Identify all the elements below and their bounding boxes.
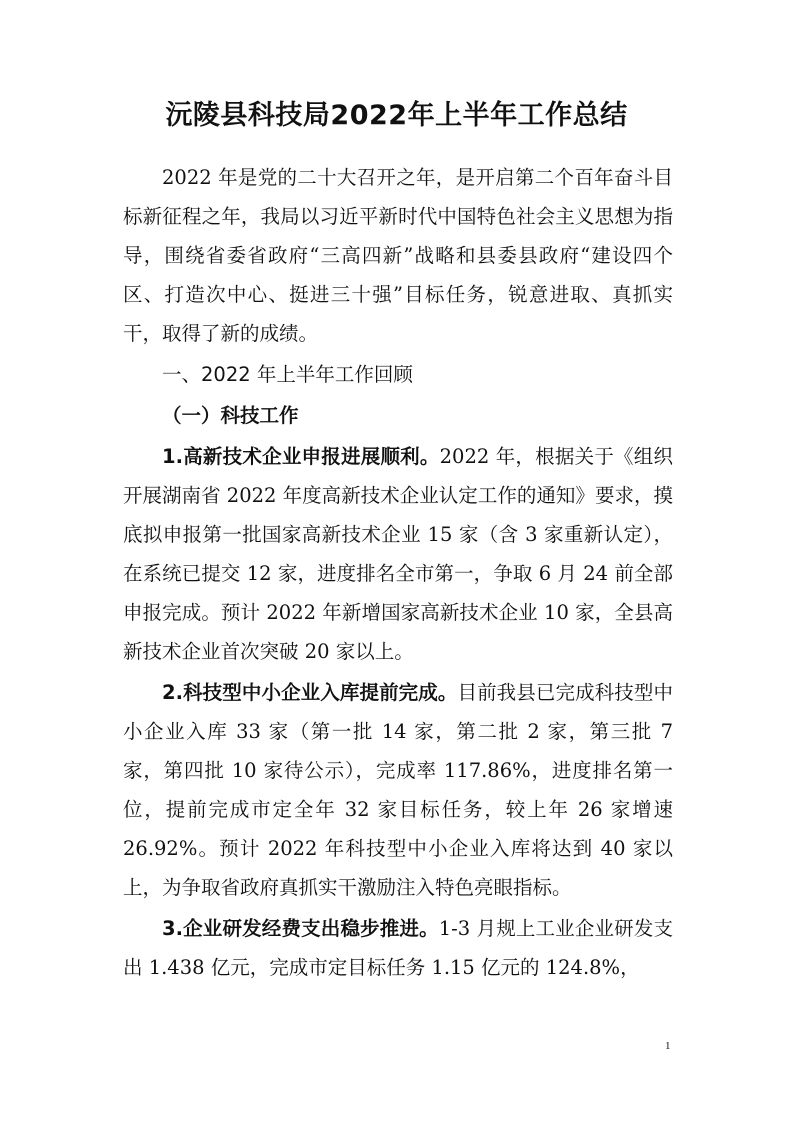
document-title: 沅陵县科技局2022年上半年工作总结 xyxy=(165,100,628,131)
item-text-2: 目前我县已完成科技型中小企业入库 33 家（第一批 14 家，第二批 2 家，第三批 7 家，第四批 10 家待公示），完成率 117.86%，进度排名第一位，提前完成市定全年 32 家目标任务，较上年 26 家增速 26.92%。预计 2022 年科技型中小企业入库将达到 40 家以上，为争取省政府真抓实干激励注入特色亮眼指标。 xyxy=(123,681,673,899)
subsection-heading: （一）科技工作 xyxy=(162,404,299,427)
item-text-1: 2022 年，根据关于《组织开展湖南省 2022 年度高新技术企业认定工作的通知》要求，摸底拟申报第一批国家高新技术企业 15 家（含 3 家重新认定），在系统已提交 12 家，进度排名全市第一，争取 6 月 24 前全部申报完成。预计 2022 年新增国家高新技术企业 10 家，全县高新技术企业首次突破 20 家以上。 xyxy=(123,445,673,663)
document-body xyxy=(123,158,673,987)
item-paragraph-2 xyxy=(123,673,673,907)
section-heading: 一、2022 年上半年工作回顾 xyxy=(162,363,413,386)
item-lead-2: 2.科技型中小企业入库提前完成。 xyxy=(162,681,458,704)
item-paragraph-1 xyxy=(123,437,673,671)
page-number: 1 xyxy=(665,1040,671,1052)
item-paragraph-3 xyxy=(123,909,673,987)
item-lead-1: 1.高新技术企业申报进展顺利。 xyxy=(162,445,440,468)
item-lead-3: 3.企业研发经费支出稳步推进。 xyxy=(162,917,439,940)
item-text-3: 1-3 月规上工业企业研发支出 1.438 亿元，完成市定目标任务 1.15 亿元的 124.8%， xyxy=(123,917,673,979)
intro-paragraph: 2022 年是党的二十大召开之年，是开启第二个百年奋斗目标新征程之年，我局以习近平新时代中国特色社会主义思想为指导，围绕省委省政府“三高四新”战略和县委县政府“建设四个区、打造次中心、挺进三十强”目标任务，锐意进取、真抓实干，取得了新的成绩。 xyxy=(123,166,673,345)
